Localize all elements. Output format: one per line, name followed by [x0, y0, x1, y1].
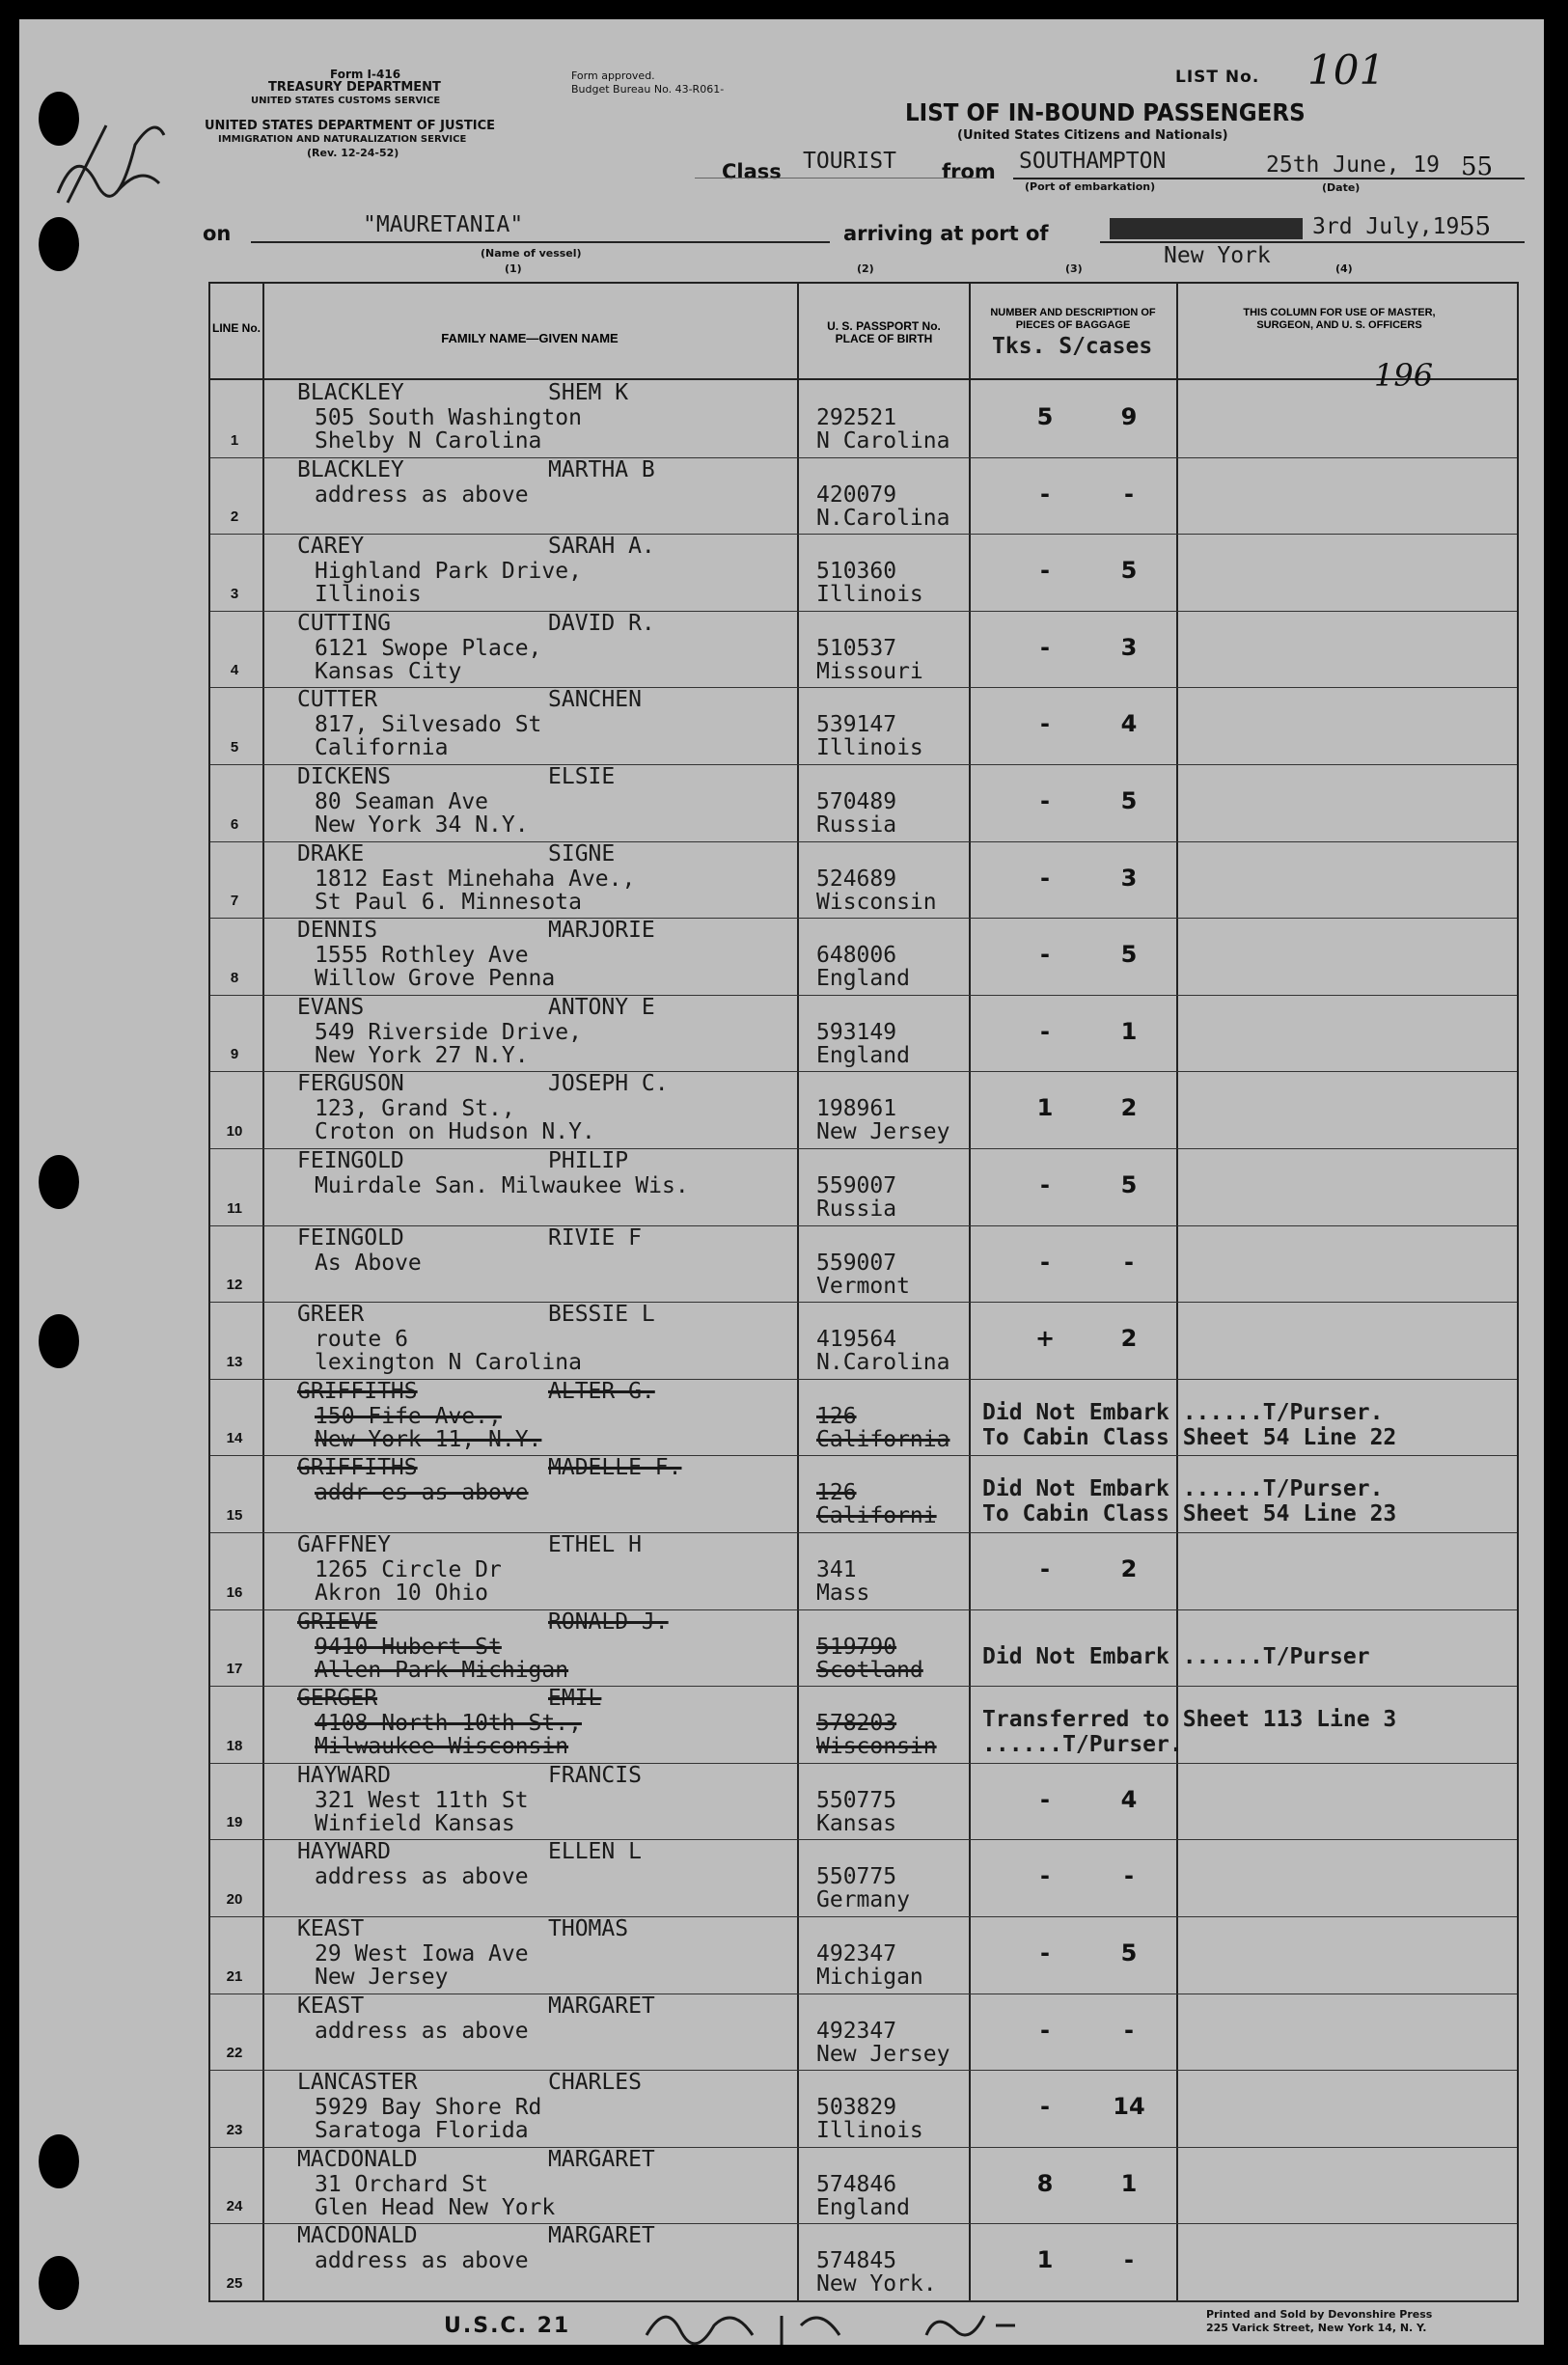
overtyped-port: [1110, 218, 1303, 239]
address-line-2: lexington N Carolina: [315, 1350, 582, 1376]
budget-bureau: Budget Bureau No. 43-R061-: [571, 83, 725, 96]
family-name: HAYWARD: [297, 1839, 391, 1865]
address-line-2: Allen Park Michigan: [315, 1657, 569, 1683]
table-row: [210, 1071, 1517, 1148]
address-line-1: Muirdale San. Milwaukee Wis.: [315, 1173, 689, 1198]
given-name: EMIL: [548, 1686, 602, 1712]
vessel-caption: (Name of vessel): [481, 247, 582, 260]
family-name: MACDONALD: [297, 2223, 418, 2249]
given-name: RONALD J.: [548, 1609, 669, 1635]
table-row: [210, 1225, 1517, 1303]
passport-number: 519790: [816, 1634, 897, 1660]
family-name: CAREY: [297, 534, 365, 560]
baggage-trunks: -: [1040, 1171, 1050, 1198]
baggage-trunks: 8: [1036, 2169, 1054, 2197]
given-name: MARGARET: [548, 2223, 655, 2249]
passport-number: 559007: [816, 1250, 897, 1276]
port-caption: (Port of embarkation): [1025, 180, 1156, 193]
family-name: FEINGOLD: [297, 1224, 404, 1251]
header-line-no: LINE No.: [212, 321, 261, 335]
baggage-cases: -: [1124, 1248, 1134, 1276]
address-line-1: 80 Seaman Ave: [315, 789, 489, 814]
baggage-cases: 2: [1120, 1094, 1138, 1122]
address-line-2: New Jersey: [315, 1965, 449, 1990]
table-row: [210, 1994, 1517, 2071]
punch-hole: [39, 217, 79, 271]
address-line-2: Winfield Kansas: [315, 1810, 515, 1836]
passport-number: 524689: [816, 866, 897, 892]
caption-2: (2): [857, 262, 874, 275]
baggage-trunks: -: [1040, 1555, 1050, 1582]
table-row: [210, 2223, 1517, 2300]
officer-note-2: To Cabin Class Sheet 54 Line 23: [982, 1501, 1397, 1527]
passport-number: 648006: [816, 943, 897, 969]
passport-number: 574846: [816, 2171, 897, 2197]
baggage-trunks: -: [1040, 557, 1050, 585]
given-name: ETHEL H: [548, 1532, 642, 1557]
address-line-1: 9410 Hubert St: [315, 1634, 502, 1660]
given-name: MARJORIE: [548, 918, 655, 944]
address-line-2: Croton on Hudson N.Y.: [315, 1119, 595, 1145]
passport-number: 126: [816, 1403, 857, 1429]
birth-place: Russia: [816, 812, 897, 838]
class-label: Class: [722, 160, 782, 183]
address-line-2: New York 34 N.Y.: [315, 812, 529, 838]
from-value: SOUTHAMPTON: [1019, 149, 1167, 174]
baggage-cases: -: [1124, 2246, 1134, 2274]
family-name: FERGUSON: [297, 1071, 404, 1097]
line-number: 7: [230, 893, 239, 910]
line-number: 25: [226, 2274, 243, 2292]
birth-place: N.Carolina: [816, 505, 950, 531]
family-name: CUTTER: [297, 687, 378, 713]
given-name: BESSIE L: [548, 1302, 655, 1328]
punch-hole: [39, 1155, 79, 1209]
family-name: KEAST: [297, 1916, 365, 1941]
table-row: [210, 380, 1517, 457]
given-name: ANTONY E: [548, 994, 655, 1020]
baggage-trunks: -: [1040, 941, 1050, 969]
page-title: LIST OF IN-BOUND PASSENGERS: [905, 98, 1306, 126]
table-row: [210, 1763, 1517, 1840]
address-line-1: 4108 North 10th St.,: [315, 1711, 582, 1737]
address-line-1: 31 Orchard St: [315, 2171, 489, 2197]
line-number: 20: [226, 1890, 243, 1908]
address-line-1: 150 Fife Ave.,: [315, 1403, 502, 1429]
table-row: [210, 1148, 1517, 1225]
table-row: [210, 2070, 1517, 2147]
baggage-trunks: +: [1034, 1325, 1056, 1353]
given-name: MADELLE F.: [548, 1455, 682, 1481]
address-line-1: Highland Park Drive,: [315, 559, 582, 585]
line-number: 22: [226, 2045, 243, 2062]
header-officers: THIS COLUMN FOR USE OF MASTER, SURGEON, AND U. S. OFFICERS: [1243, 307, 1436, 331]
birth-place: N Carolina: [816, 428, 950, 454]
punch-hole: [39, 2134, 79, 2188]
passport-number: 578203: [816, 1711, 897, 1737]
passport-number: 492347: [816, 1941, 897, 1966]
table-row: [210, 687, 1517, 764]
ins-service: IMMIGRATION AND NATURALIZATION SERVICE: [218, 134, 467, 145]
baggage-trunks: -: [1040, 1862, 1050, 1890]
line-number: 24: [226, 2198, 243, 2215]
address-line-1: As Above: [315, 1250, 422, 1276]
given-name: CHARLES: [548, 2070, 642, 2096]
birth-place: Illinois: [816, 735, 923, 761]
from-label: from: [942, 160, 996, 183]
family-name: KEAST: [297, 1993, 365, 2019]
given-name: ELLEN L: [548, 1839, 642, 1865]
form-approved: Form approved.: [571, 69, 655, 82]
line-number: 3: [230, 585, 239, 602]
table-row: [210, 2147, 1517, 2224]
family-name: GERGER: [297, 1686, 378, 1712]
date-caption: (Date): [1322, 181, 1361, 194]
printer-line-1: Printed and Sold by Devonshire Press: [1206, 2308, 1433, 2321]
table-row: [210, 1686, 1517, 1763]
baggage-cases: 5: [1120, 1171, 1138, 1198]
baggage-trunks: -: [1040, 1785, 1050, 1813]
arrival-year: 55: [1459, 212, 1492, 241]
birth-place: N.Carolina: [816, 1350, 950, 1376]
baggage-trunks: -: [1040, 480, 1050, 508]
table-row: [210, 457, 1517, 535]
birth-place: Germany: [816, 1887, 910, 1913]
baggage-cases: 3: [1120, 633, 1138, 661]
passport-number: 492347: [816, 2018, 897, 2044]
printer-line-2: 225 Varick Street, New York 14, N. Y.: [1206, 2322, 1427, 2334]
table-row: [210, 1916, 1517, 1994]
family-name: GREER: [297, 1302, 365, 1328]
table-row: [210, 995, 1517, 1072]
vessel-name: "MAURETANIA": [363, 212, 524, 237]
table-row: [210, 1379, 1517, 1456]
passport-number: 559007: [816, 1173, 897, 1198]
address-line-2: Saratoga Florida: [315, 2118, 529, 2144]
passport-number: 550775: [816, 1864, 897, 1890]
family-name: GRIEVE: [297, 1609, 378, 1635]
birth-place: New Jersey: [816, 1119, 950, 1145]
baggage-cases: 4: [1120, 710, 1138, 738]
divider: [695, 178, 984, 179]
address-line-1: address as above: [315, 1864, 529, 1890]
justice-dept: UNITED STATES DEPARTMENT OF JUSTICE: [205, 119, 496, 133]
given-name: ALTER G.: [548, 1378, 655, 1404]
table-row: [210, 764, 1517, 841]
baggage-cases: 2: [1120, 1325, 1138, 1353]
officer-note-2: To Cabin Class Sheet 54 Line 22: [982, 1424, 1397, 1450]
page-subtitle: (United States Citizens and Nationals): [957, 128, 1228, 143]
table-row: [210, 1609, 1517, 1687]
birth-place: Mass: [816, 1581, 870, 1606]
address-line-1: 29 West Iowa Ave: [315, 1941, 529, 1966]
header-passport: U. S. PASSPORT No. PLACE OF BIRTH: [827, 319, 941, 345]
passport-number: 539147: [816, 712, 897, 738]
birth-place: Vermont: [816, 1273, 910, 1299]
line-number: 17: [226, 1661, 243, 1678]
passport-number: 419564: [816, 1327, 897, 1353]
baggage-cases: -: [1124, 480, 1134, 508]
customs-service: UNITED STATES CUSTOMS SERVICE: [251, 96, 441, 106]
baggage-cases: 4: [1120, 1785, 1138, 1813]
caption-3: (3): [1065, 262, 1083, 275]
line-number: 19: [226, 1814, 243, 1831]
line-number: 2: [230, 509, 239, 526]
address-line-1: 549 Riverside Drive,: [315, 1019, 582, 1045]
arrival-date: 3rd July,19: [1312, 214, 1460, 239]
table-row: [210, 534, 1517, 611]
address-line-1: route 6: [315, 1327, 408, 1353]
baggage-trunks: 5: [1036, 403, 1054, 430]
address-line-2: New York 27 N.Y.: [315, 1042, 529, 1068]
line-number: 23: [226, 2121, 243, 2138]
birth-place: Illinois: [816, 2118, 923, 2144]
punch-hole: [39, 1314, 79, 1368]
given-name: MARGARET: [548, 2146, 655, 2172]
address-line-2: Milwaukee Wisconsin: [315, 1734, 569, 1760]
address-line-1: 1555 Rothley Ave: [315, 943, 529, 969]
revision: (Rev. 12-24-52): [307, 147, 399, 159]
baggage-cases: 1: [1120, 2169, 1138, 2197]
family-name: DICKENS: [297, 764, 391, 789]
birth-place: Scotland: [816, 1657, 923, 1683]
officer-note-2: ......T/Purser.: [982, 1732, 1183, 1758]
address-line-2: Illinois: [315, 582, 422, 608]
form-sheet: [19, 19, 1544, 2345]
family-name: DRAKE: [297, 840, 365, 866]
passport-number: 574845: [816, 2248, 897, 2274]
address-line-1: 6121 Swope Place,: [315, 635, 542, 661]
divider: [1013, 178, 1525, 179]
given-name: SIGNE: [548, 840, 616, 866]
table-row: [210, 1302, 1517, 1379]
birth-place: Illinois: [816, 582, 923, 608]
table-row: [210, 918, 1517, 995]
given-name: MARTHA B: [548, 456, 655, 482]
line-number: 9: [230, 1046, 239, 1063]
family-name: GRIFFITHS: [297, 1378, 418, 1404]
family-name: MACDONALD: [297, 2146, 418, 2172]
given-name: JOSEPH C.: [548, 1071, 669, 1097]
address-line-2: Willow Grove Penna: [315, 966, 556, 992]
family-name: LANCASTER: [297, 2070, 418, 2096]
line-number: 16: [226, 1583, 243, 1601]
birth-place: New York.: [816, 2271, 937, 2297]
given-name: SARAH A.: [548, 534, 655, 560]
baggage-cases: -: [1124, 1862, 1134, 1890]
address-line-1: address as above: [315, 481, 529, 508]
baggage-cases: 5: [1120, 941, 1138, 969]
line-number: 15: [226, 1506, 243, 1524]
baggage-typed-heading: Tks. S/cases: [992, 334, 1153, 359]
table-row: [210, 611, 1517, 688]
baggage-trunks: -: [1040, 787, 1050, 814]
margin-scribble: [48, 106, 174, 212]
header-name: FAMILY NAME—GIVEN NAME: [441, 331, 619, 345]
baggage-cases: 9: [1120, 403, 1138, 430]
address-line-1: 505 South Washington: [315, 405, 582, 430]
address-line-2: St Paul 6. Minnesota: [315, 889, 582, 915]
given-name: THOMAS: [548, 1916, 629, 1941]
birth-place: California: [816, 1426, 950, 1452]
line-number: 11: [227, 1199, 242, 1217]
officer-note: Did Not Embark ......T/Purser.: [982, 1399, 1384, 1425]
passenger-table: [208, 282, 1519, 2302]
address-line-1: 123, Grand St.,: [315, 1096, 515, 1122]
table-row: [210, 1532, 1517, 1609]
footer-signature: [637, 2296, 1042, 2354]
line-number: 18: [226, 1737, 243, 1754]
margin-note: 196: [1374, 357, 1434, 394]
line-number: 5: [230, 738, 239, 756]
passport-number: 292521: [816, 405, 897, 430]
birth-place: England: [816, 2194, 910, 2220]
footer-form-code: U.S.C. 21: [444, 2314, 571, 2338]
family-name: FEINGOLD: [297, 1148, 404, 1173]
address-line-2: New York 11, N.Y.: [315, 1426, 542, 1452]
birth-place: Wisconsin: [816, 1734, 937, 1760]
line-number: 14: [226, 1430, 243, 1447]
address-line-2: Glen Head New York: [315, 2194, 556, 2220]
on-label: on: [203, 222, 232, 245]
baggage-trunks: 1: [1036, 1094, 1054, 1122]
baggage-trunks: -: [1040, 633, 1050, 661]
baggage-cases: -: [1124, 2016, 1134, 2044]
address-line-1: 1265 Circle Dr: [315, 1557, 502, 1582]
given-name: FRANCIS: [548, 1762, 642, 1788]
table-row: [210, 841, 1517, 919]
treasury-dept: TREASURY DEPARTMENT: [268, 80, 441, 95]
divider: [251, 241, 830, 243]
line-number: 21: [226, 1967, 243, 1985]
class-value: TOURIST: [803, 149, 896, 174]
birth-place: Russia: [816, 1196, 897, 1222]
baggage-trunks: -: [1040, 2093, 1050, 2121]
address-line-1: 5929 Bay Shore Rd: [315, 2095, 542, 2121]
family-name: GAFFNEY: [297, 1532, 391, 1557]
passport-number: 341: [816, 1557, 857, 1582]
passport-number: 198961: [816, 1096, 897, 1122]
birth-place: Kansas: [816, 1810, 897, 1836]
address-line-1: address as above: [315, 2018, 529, 2044]
officer-note: Did Not Embark ......T/Purser.: [982, 1476, 1384, 1502]
given-name: RIVIE F: [548, 1224, 642, 1251]
family-name: DENNIS: [297, 918, 378, 944]
address-line-1: addr es as above: [315, 1480, 529, 1506]
baggage-cases: 2: [1120, 1555, 1138, 1582]
family-name: BLACKLEY: [297, 456, 404, 482]
passport-number: 420079: [816, 481, 897, 508]
given-name: PHILIP: [548, 1148, 629, 1173]
baggage-cases: 1: [1120, 1017, 1138, 1045]
line-number: 13: [226, 1353, 243, 1370]
table-row: [210, 1839, 1517, 1916]
baggage-trunks: -: [1040, 864, 1050, 892]
arrival-port: New York: [1164, 243, 1271, 268]
birth-place: Missouri: [816, 658, 923, 684]
birth-place: Michigan: [816, 1965, 923, 1990]
address-line-2: Akron 10 Ohio: [315, 1581, 489, 1606]
caption-4: (4): [1335, 262, 1353, 275]
given-name: DAVID R.: [548, 610, 655, 636]
form-number: Form I-416: [330, 68, 401, 81]
family-name: CUTTING: [297, 610, 391, 636]
caption-1: (1): [505, 262, 522, 275]
officer-note: Transferred to Sheet 113 Line 3: [982, 1707, 1397, 1733]
divider: [1100, 241, 1525, 243]
list-date: 25th June, 19: [1266, 152, 1441, 178]
baggage-trunks: -: [1040, 710, 1050, 738]
family-name: BLACKLEY: [297, 380, 404, 405]
passport-number: 593149: [816, 1019, 897, 1045]
passport-number: 126: [816, 1480, 857, 1506]
line-number: 6: [230, 815, 239, 833]
list-no-label: LIST No.: [1175, 68, 1260, 87]
list-date-year: 55: [1461, 152, 1494, 181]
family-name: GRIFFITHS: [297, 1455, 418, 1481]
baggage-trunks: -: [1040, 1939, 1050, 1966]
passport-number: 510360: [816, 559, 897, 585]
arriving-label: arriving at port of: [843, 222, 1049, 245]
baggage-cases: 5: [1120, 1939, 1138, 1966]
birth-place: New Jersey: [816, 2041, 950, 2067]
address-line-2: California: [315, 735, 449, 761]
given-name: MARGARET: [548, 1993, 655, 2019]
baggage-trunks: -: [1040, 1017, 1050, 1045]
family-name: EVANS: [297, 994, 365, 1020]
birth-place: Californi: [816, 1503, 937, 1529]
birth-place: England: [816, 966, 910, 992]
baggage-trunks: -: [1040, 2016, 1050, 2044]
passport-number: 510537: [816, 635, 897, 661]
family-name: HAYWARD: [297, 1762, 391, 1788]
birth-place: Wisconsin: [816, 889, 937, 915]
baggage-cases: 3: [1120, 864, 1138, 892]
address-line-1: 1812 East Minehaha Ave.,: [315, 866, 636, 892]
officer-note: Did Not Embark ......T/Purser: [982, 1643, 1370, 1669]
header-baggage: NUMBER AND DESCRIPTION OF PIECES OF BAGGAGE: [990, 307, 1156, 331]
passport-number: 503829: [816, 2095, 897, 2121]
baggage-trunks: -: [1040, 1248, 1050, 1276]
baggage-cases: 14: [1113, 2093, 1145, 2121]
baggage-cases: 5: [1120, 557, 1138, 585]
line-number: 12: [226, 1277, 243, 1294]
line-number: 8: [230, 969, 239, 986]
address-line-1: 321 West 11th St: [315, 1787, 529, 1813]
address-line-1: address as above: [315, 2248, 529, 2274]
punch-hole: [39, 2256, 79, 2310]
list-no-handwritten: 101: [1307, 46, 1386, 94]
address-line-1: 817, Silvesado St: [315, 712, 542, 738]
line-number: 4: [230, 662, 239, 679]
table-row: [210, 1455, 1517, 1532]
address-line-2: Shelby N Carolina: [315, 428, 542, 454]
given-name: SANCHEN: [548, 687, 642, 713]
birth-place: England: [816, 1042, 910, 1068]
line-number: 1: [230, 431, 239, 449]
address-line-2: Kansas City: [315, 658, 462, 684]
given-name: ELSIE: [548, 764, 616, 789]
baggage-cases: 5: [1120, 787, 1138, 814]
given-name: SHEM K: [548, 380, 629, 405]
passport-number: 550775: [816, 1787, 897, 1813]
baggage-trunks: 1: [1036, 2246, 1054, 2274]
line-number: 10: [226, 1122, 243, 1140]
passport-number: 570489: [816, 789, 897, 814]
